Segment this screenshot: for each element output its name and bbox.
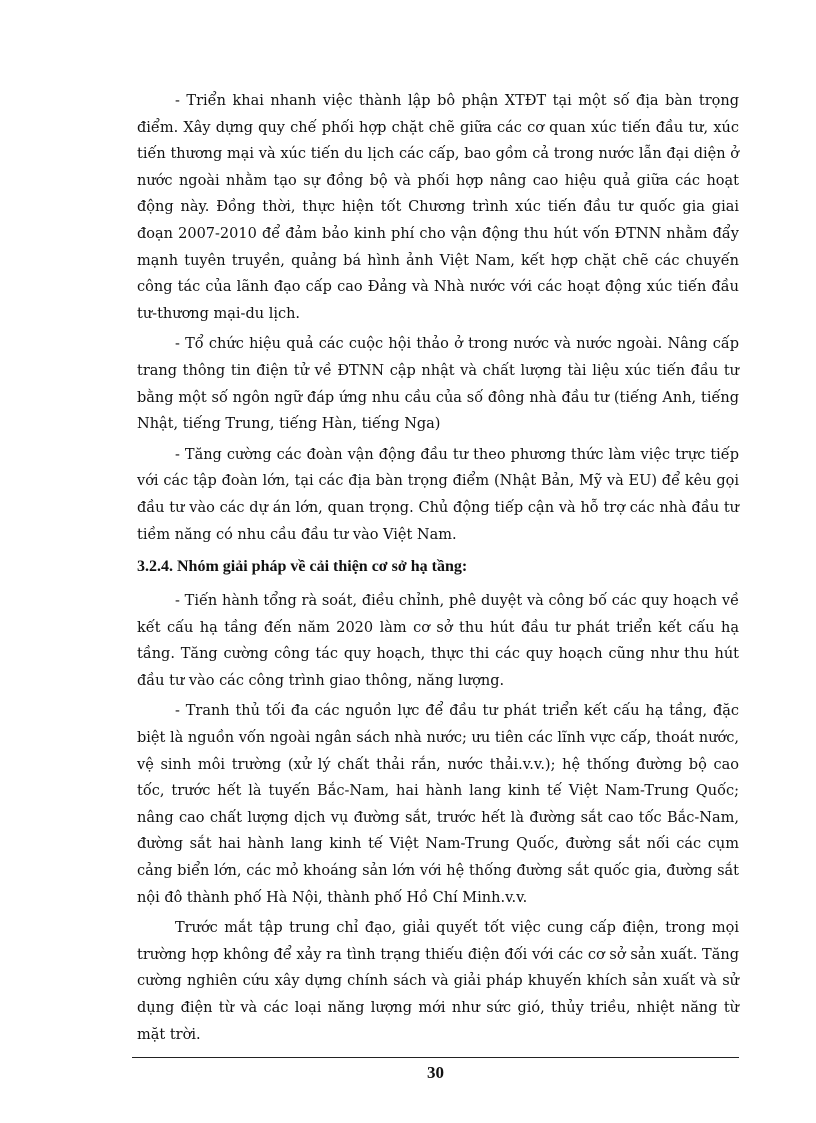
page-number: 30 (427, 1063, 444, 1082)
paragraph-conferences: - Tổ chức hiệu quả các cuộc hội thảo ở trong nước và nước ngoài. Nâng cấp trang thông tin điện tử về ĐTNN cập nhật và chất lượng tài liệu xúc tiến đầu tư bằng một số ngôn ngữ đáp ứng nhu cầu của số đông nhà đầu tư (tiếng Anh, tiếng Nhật, tiếng Trung, tiếng Hàn, tiếng Nga) (137, 336, 739, 433)
paragraph-infrastructure-planning: - Tiến hành tổng rà soát, điều chỉnh, phê duyệt và công bố các quy hoạch về kết cấu hạ tầng đến năm 2020 làm cơ sở thu hút đầu tư phát triển kết cấu hạ tầng. Tăng cường công tác quy hoạch, thực thi các quy hoạch cũng như thu hút đầu tư vào các công trình giao thông, năng lượng. (137, 593, 739, 689)
paragraph-infrastructure-resources: - Tranh thủ tối đa các nguồn lực để đầu tư phát triển kết cấu hạ tầng, đặc biệt là nguồn vốn ngoài ngân sách nhà nước; ưu tiên các lĩnh vực cấp, thoát nước, vệ sinh môi trường (xử lý chất thải rắn, nước thải.v.v.); hệ thống đường bộ cao tốc, trước hết là tuyến Bắc-Nam, hai hành lang kinh tế Việt Nam-Trung Quốc; nâng cao chất lượng dịch vụ đường sắt, trước hết là đường sắt cao tốc Bắc-Nam, đường sắt hai hành lang kinh tế Việt Nam-Trung Quốc, đường sắt nối các cụm cảng biển lớn, các mỏ khoáng sản lớn với hệ thống đường sắt quốc gia, đường sắt nội đô thành phố Hà Nội, thành phố Hồ Chí Minh.v.v. (137, 703, 739, 906)
document-body (137, 88, 739, 1052)
paragraph-investment-delegations: - Tăng cường các đoàn vận động đầu tư theo phương thức làm việc trực tiếp với các tập đoàn lớn, tại các địa bàn trọng điểm (Nhật Bản, Mỹ và EU) để kêu gọi đầu tư vào các dự án lớn, quan trọng. Chủ động tiếp cận và hỗ trợ các nhà đầu tư tiềm năng có nhu cầu đầu tư vào Việt Nam. (137, 446, 739, 543)
paragraph-electricity-supply: Trước mắt tập trung chỉ đạo, giải quyết tốt việc cung cấp điện, trong mọi trường hợp không để xảy ra tình trạng thiếu điện đối với các cơ sở sản xuất. Tăng cường nghiên cứu xây dựng chính sách và giải pháp khuyến khích sản xuất và sử dụng điện từ và các loại năng lượng mới như sức gió, thủy triều, nhiệt năng từ mặt trời. (137, 920, 739, 1043)
section-heading: 3.2.4. Nhóm giải pháp về cải thiện cơ sở hạ tầng: (137, 558, 468, 576)
paragraph-xtdt-unit: - Triển khai nhanh việc thành lập bô phận XTĐT tại một số địa bàn trọng điểm. Xây dựng quy chế phối hợp chặt chẽ giữa các cơ quan xúc tiến đầu tư, xúc tiến thương mại và xúc tiến du lịch các cấp, bao gồm cả trong nước lẫn đại diện ở nước ngoài nhằm tạo sự đồng bộ và phối hợp nâng cao hiệu quả giữa các hoạt động này. Đồng thời, thực hiện tốt Chương trình xúc tiến đầu tư quốc gia giai đoạn 2007-2010 để đảm bảo kinh phí cho vận động thu hút vốn ĐTNN nhằm đẩy mạnh tuyên truyền, quảng bá hình ảnh Việt Nam, kết hợp chặt chẽ các chuyến công tác của lãnh đạo cấp cao Đảng và Nhà nước với các hoạt động xúc tiến đầu tư-thương mại-du lịch. (137, 93, 739, 322)
footer-divider (132, 1057, 739, 1058)
